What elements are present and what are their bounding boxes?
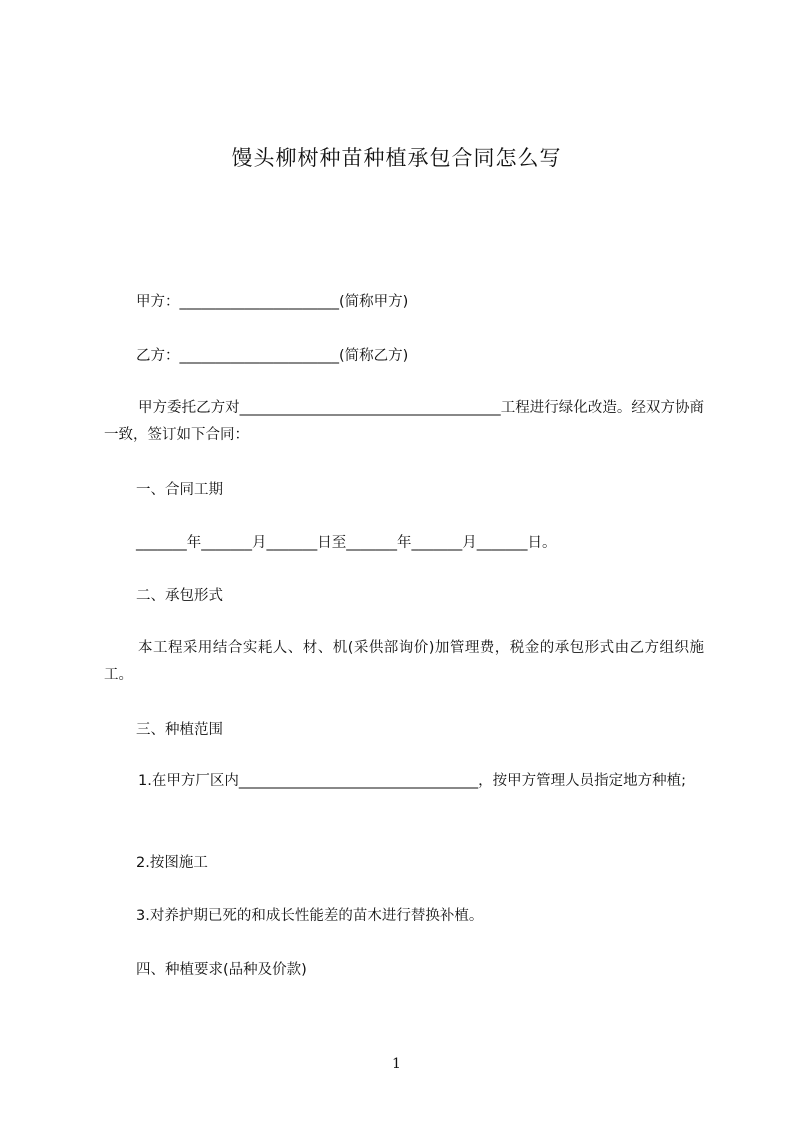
party-a-line: 甲方：______________________(简称甲方)	[136, 294, 409, 310]
planting-scope-item-1: 1.在甲方厂区内_________________________________，按甲方管理人员指定地方种植;	[138, 773, 686, 789]
document-title: 馒头柳树种苗种植承包合同怎么写	[231, 146, 562, 170]
intro-paragraph: 甲方委托乙方对____________________________________工程进行绿化改造。经双方协商一致，签订如下合同：	[104, 400, 704, 443]
contract-form-paragraph: 本工程采用结合实耗人、材、机(采供部询价)加管理费，税金的承包形式由乙方组织施工。	[104, 640, 704, 683]
section-1-heading: 一、合同工期	[136, 482, 223, 498]
section-4-heading: 四、种植要求(品种及价款)	[136, 962, 307, 978]
planting-scope-item-2: 2.按图施工	[136, 855, 208, 871]
section-2-heading: 二、承包形式	[136, 588, 223, 604]
party-b-line: 乙方：______________________(简称乙方)	[136, 348, 409, 364]
contract-period-dates: _______年_______月_______日至_______年_______月_______日。	[136, 535, 557, 551]
page-number: 1	[392, 1056, 401, 1072]
planting-scope-item-3: 3.对养护期已死的和成长性能差的苗木进行替换补植。	[136, 908, 484, 924]
section-3-heading: 三、种植范围	[136, 722, 223, 738]
